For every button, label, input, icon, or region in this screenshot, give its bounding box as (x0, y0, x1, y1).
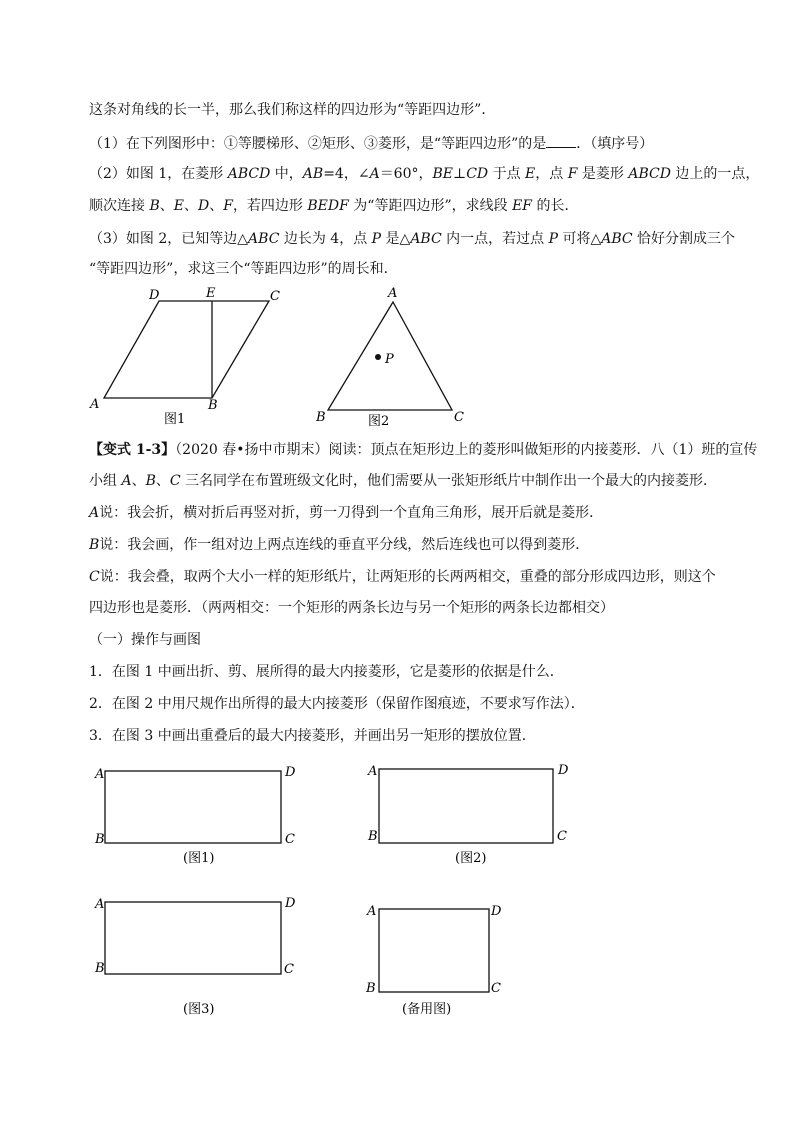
fig1-label-d: D (149, 288, 160, 303)
text-segment: 、 (159, 198, 174, 214)
r3-label-b: B (95, 961, 105, 976)
math-var: CD (466, 166, 489, 182)
student-a-says (89, 503, 603, 523)
text-segment: 的长． (532, 198, 579, 214)
r2-label-d: D (558, 763, 569, 778)
r4-label-b: B (366, 981, 376, 996)
fig2-label-c: C (454, 410, 464, 425)
r1-label-b: B (95, 832, 105, 847)
r2-label-a: A (368, 764, 378, 779)
math-var: C (169, 473, 181, 489)
text-segment: 三名同学在布置班级文化时，他们需要从一张矩形纸片中制作出一个最大的内接菱形． (180, 473, 718, 489)
math-var: ABC (601, 231, 633, 247)
text-segment: 说：我会折，横对折后再竖对折，剪一刀得到一个直角三角形，展开后就是菱形． (99, 505, 604, 521)
r1-label-c: C (285, 832, 295, 847)
question-1-tail: ．（填序号） (576, 136, 654, 152)
math-var: ABCD (628, 166, 671, 182)
text-segment: 小组 (89, 473, 122, 489)
fig2-label-b: B (316, 410, 326, 425)
text-segment: 、 (131, 473, 146, 489)
task-1: 1．在图 1 中画出折、剪、展所得的最大内接菱形，它是菱形的依据是什么． (89, 664, 564, 680)
text-segment: 边上的一点， (670, 166, 760, 182)
fig2-label-p: P (385, 352, 394, 367)
text-segment: 恰好分割成三个 (632, 231, 736, 247)
variant-1-3-line-2 (89, 471, 717, 491)
task-2: 2．在图 2 中用尺规作出所得的最大内接菱形（保留作图痕迹，不要求写作法）． (89, 696, 585, 712)
variant-source: （2020 春•扬中市期末）阅读：顶点在矩形边上的菱形叫做矩形的内接菱形．八（1）班的宣传 (175, 442, 758, 458)
text-segment: 说：我会叠，取两个大小一样的矩形纸片，让两矩形的长两两相交，重叠的部分形成四边形，则这个 (99, 569, 716, 585)
text-segment: 是菱形 (577, 166, 629, 182)
math-var: P (548, 231, 559, 247)
math-var: E (525, 166, 536, 182)
student-c-says-cont: 四边形也是菱形．（两两相交：一个矩形的两条长边与另一个矩形的两条长边都相交） (89, 600, 614, 616)
rect-spare (379, 909, 489, 992)
r2-caption: (图2) (455, 851, 487, 866)
question-3-line-2: “等距四边形”，求这三个“等距四边形”的周长和． (89, 261, 398, 277)
text-segment: ⊥ (453, 166, 467, 182)
math-var: ABC (248, 231, 280, 247)
text-segment: 顺次连接 (89, 198, 150, 214)
text-segment: 、 (183, 198, 198, 214)
text-segment: （2）如图 1，在菱形 (89, 166, 228, 182)
text-segment: 中， (270, 166, 303, 182)
task-3: 3．在图 3 中画出重叠后的最大内接菱形，并画出另一矩形的摆放位置． (89, 728, 536, 744)
r4-label-d: D (491, 904, 502, 919)
text-segment: 、 (155, 473, 170, 489)
rect-fig1 (105, 771, 281, 843)
r3-label-d: D (285, 896, 296, 911)
r3-label-c: C (284, 962, 294, 977)
text-segment: 边长为 4，点 (279, 231, 372, 247)
r1-label-d: D (285, 765, 296, 780)
variant-tag: 【变式 1-3】 (89, 442, 176, 458)
r4-caption: (备用图) (402, 1002, 452, 1017)
section-heading: （一）操作与画图 (89, 632, 201, 648)
r3-caption: (图3) (183, 1002, 215, 1017)
math-var: F (567, 166, 578, 182)
text-segment: ，点 (535, 166, 568, 182)
r1-label-a: A (95, 767, 105, 782)
math-var: B (145, 473, 156, 489)
paragraph-intro-end: 这条对角线的长一半，那么我们称这样的四边形为“等距四边形”． (89, 102, 496, 118)
math-var: D (197, 198, 210, 214)
r2-label-c: C (557, 829, 567, 844)
text-segment: 说：我会画，作一组对边上两点连线的垂直平分线，然后连线也可以得到菱形． (99, 537, 590, 553)
rect-fig3 (105, 902, 281, 974)
text-segment: 为“等距四边形”，求线段 (348, 198, 513, 214)
text-segment: =4，∠ (323, 166, 370, 182)
math-var: A (121, 473, 132, 489)
text-segment: 、 (209, 198, 224, 214)
math-var: BE (432, 166, 454, 182)
math-var: B (149, 198, 160, 214)
text-segment: 于点 (488, 166, 526, 182)
fig2-caption: 图2 (368, 414, 390, 429)
rhombus-abcd (104, 301, 269, 398)
text-segment: ，若四边形 (232, 198, 308, 214)
math-var: F (223, 198, 233, 214)
r3-label-a: A (95, 897, 105, 912)
math-var: EF (512, 198, 532, 214)
fig1-label-e: E (206, 286, 216, 301)
math-var: ABCD (227, 166, 271, 182)
math-var: E (173, 198, 184, 214)
rect-fig2 (379, 769, 553, 843)
variant-1-3-line-1 (89, 440, 757, 460)
question-1-text: （1）在下列图形中：①等腰梯形、②矩形、③菱形，是“等距四边形”的是 (89, 136, 547, 152)
math-var: BEDF (307, 198, 349, 214)
r2-label-b: B (368, 829, 378, 844)
figure-1-rhombus (104, 301, 269, 398)
text-segment: ＝60°， (379, 166, 433, 182)
r4-label-a: A (367, 904, 377, 919)
fig1-caption: 图1 (164, 412, 186, 427)
point-p (375, 354, 381, 360)
student-b-says (89, 535, 589, 555)
math-var: AB (302, 166, 324, 182)
r1-caption: (图1) (183, 851, 215, 866)
fig2-label-a: A (388, 286, 398, 301)
math-var: A (369, 166, 380, 182)
fig1-label-c: C (270, 289, 280, 304)
text-segment: （3）如图 2，已知等边△ (89, 231, 249, 247)
math-var: C (89, 569, 100, 585)
text-segment: 内一点，若过点 (441, 231, 549, 247)
math-var: ABC (410, 231, 442, 247)
text-segment: 是△ (381, 231, 411, 247)
r4-label-c: C (491, 981, 501, 996)
math-var: P (371, 231, 382, 247)
text-segment: 可将△ (558, 231, 602, 247)
fig1-label-a: A (90, 397, 100, 412)
math-var: B (89, 537, 100, 553)
fig1-label-b: B (208, 398, 218, 413)
student-c-says (89, 567, 716, 587)
math-var: A (89, 505, 100, 521)
